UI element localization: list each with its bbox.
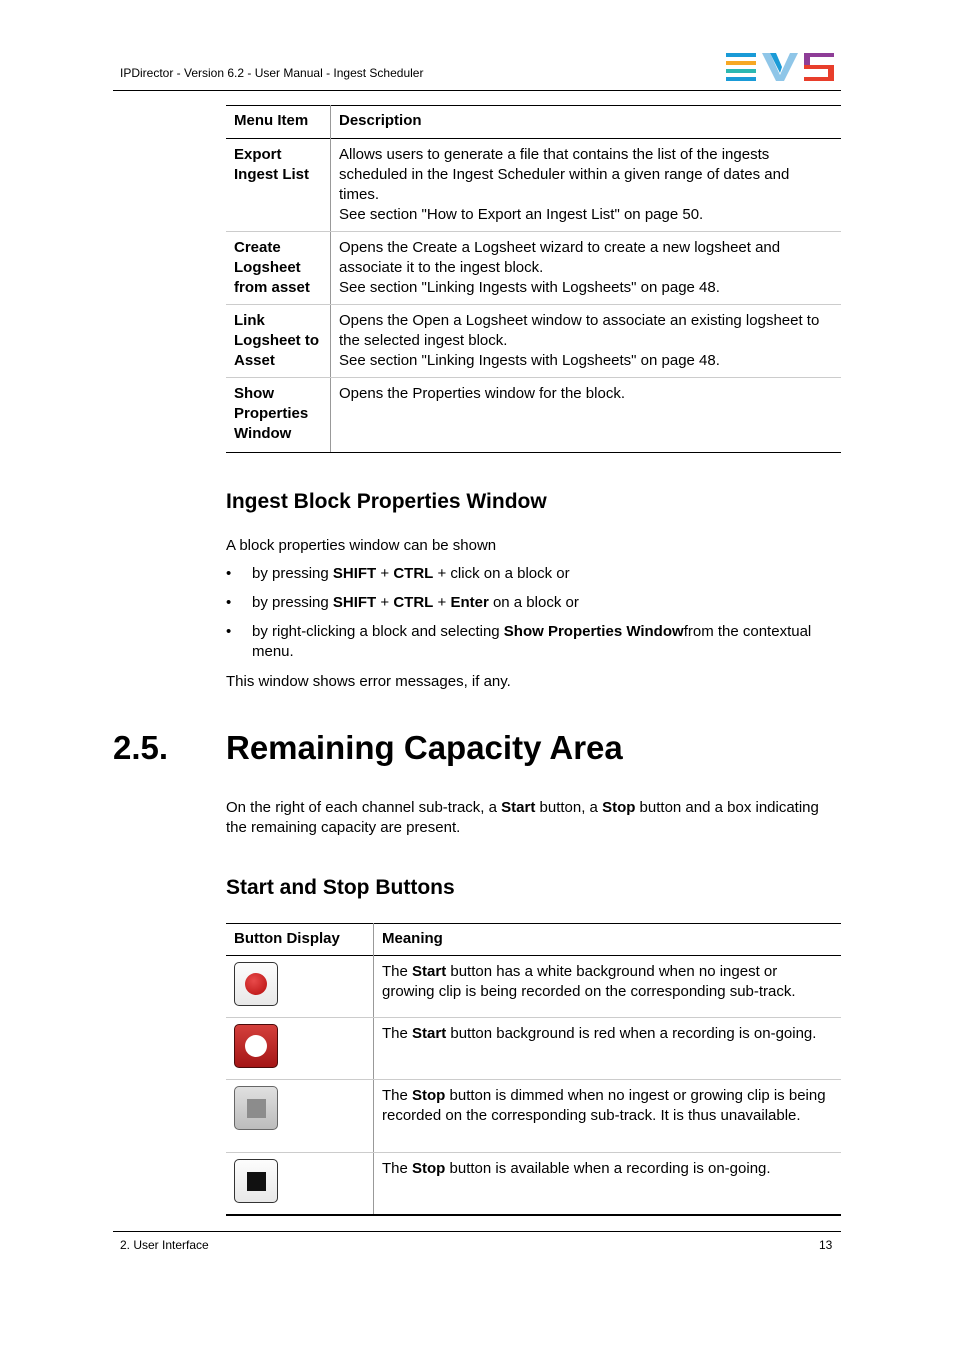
text-run: button is dimmed when no ingest or growing clip is being recorded on the corresponding sub-track. It is thus unavailable. [382, 1087, 826, 1124]
bold-run: Stop [412, 1160, 446, 1177]
section-title: Remaining Capacity Area [226, 729, 623, 766]
bold-run: Enter [450, 594, 489, 611]
bullet-icon: • [226, 594, 232, 611]
text-run: by pressing [252, 565, 333, 582]
text-run: + [433, 594, 451, 611]
footer-rule [113, 1231, 841, 1232]
text-run: The [382, 1025, 413, 1042]
stop-button-dimmed-icon [234, 1086, 278, 1130]
description-line: Allows users to generate a file that contains the list of the ingests scheduled in the Ingest Scheduler within a given range of dates and times. [339, 146, 790, 203]
menu-item-name: Link Logsheet to Asset [226, 305, 331, 378]
text-run: The [382, 1160, 413, 1177]
menu-item-description [331, 378, 842, 453]
table-row [226, 1080, 841, 1153]
bold-run: SHIFT [332, 565, 377, 582]
text-run: by pressing [252, 594, 333, 611]
table-row [226, 378, 841, 453]
meaning-text [374, 1153, 842, 1215]
bullet-icon: • [226, 565, 232, 582]
text-run: + click on a block or [433, 565, 570, 582]
text-run: from the contextual menu. [252, 623, 812, 660]
meaning-text [374, 1080, 842, 1153]
evs-logo [726, 53, 834, 81]
text-run: On the right of each channel sub-track, a [226, 799, 502, 816]
start-button-idle-icon [234, 962, 278, 1006]
intro-paragraph: A block properties window can be shown [226, 537, 497, 554]
header-rule [113, 90, 841, 91]
footer-chapter: 2. User Interface [120, 1238, 209, 1252]
start-button-recording-icon [234, 1024, 278, 1068]
bold-run: Start [412, 963, 447, 980]
column-header-meaning: Meaning [382, 930, 443, 947]
menu-items-table [226, 105, 841, 453]
text-run: button and a box indicating the remaining capacity are present. [226, 799, 819, 836]
cross-reference-link[interactable]: See section "How to Export an Ingest List" on page 50. [339, 206, 704, 223]
bold-run: Show Properties Window [503, 623, 684, 640]
bold-run: CTRL [393, 565, 434, 582]
menu-item-name: Create Logsheet from asset [226, 232, 331, 305]
running-header: IPDirector - Version 6.2 - User Manual - Ingest Scheduler [120, 66, 424, 80]
text-run: on a block or [488, 594, 579, 611]
text-run: + [376, 565, 394, 582]
table-row [226, 232, 841, 305]
bold-run: Start [412, 1025, 447, 1042]
bold-run: CTRL [393, 594, 434, 611]
column-header-button-display: Button Display [226, 924, 374, 956]
outro-paragraph: This window shows error messages, if any. [226, 673, 511, 690]
subsection-heading: Ingest Block Properties Window [226, 490, 547, 513]
bold-run: Stop [602, 799, 636, 816]
description-line: Opens the Open a Logsheet window to associate an existing logsheet to the selected ingest block. [339, 312, 820, 349]
bold-run: SHIFT [332, 594, 377, 611]
menu-item-name: Show Properties Window [226, 378, 331, 453]
meaning-text [374, 1018, 842, 1080]
meaning-text [374, 956, 842, 1018]
table-row [226, 956, 841, 1018]
cross-reference-link[interactable]: See section "Linking Ingests with Logsheets" on page 48. [339, 279, 720, 296]
table-row [226, 305, 841, 378]
description-line: Opens the Properties window for the block. [339, 385, 625, 402]
text-run: button background is red when a recording is on-going. [446, 1025, 817, 1042]
section-number: 2.5. [113, 729, 169, 766]
table-row [226, 1153, 841, 1215]
text-run: The [382, 1087, 413, 1104]
menu-item-description [331, 232, 842, 305]
stop-button-available-icon [234, 1159, 278, 1203]
list-item-text [252, 593, 842, 613]
text-run: + [376, 594, 394, 611]
menu-item-name: Export Ingest List [226, 139, 331, 232]
button-display-table [226, 923, 841, 1216]
bullet-icon: • [226, 623, 232, 640]
text-run: by right-clicking a block and selecting [252, 623, 504, 640]
text-run: button, a [535, 799, 603, 816]
menu-item-description [331, 139, 842, 232]
text-run: The [382, 963, 413, 980]
subsection-heading: Start and Stop Buttons [226, 876, 455, 899]
menu-item-description [331, 305, 842, 378]
bold-run: Stop [412, 1087, 446, 1104]
description-line: Opens the Create a Logsheet wizard to create a new logsheet and associate it to the ingest block. [339, 239, 781, 276]
bold-run: Start [501, 799, 536, 816]
cross-reference-link[interactable]: See section "Linking Ingests with Logsheets" on page 48. [339, 352, 720, 369]
table-row [226, 139, 841, 232]
table-row [226, 1018, 841, 1080]
list-item-text [252, 622, 842, 662]
list-item-text [252, 564, 842, 584]
section-paragraph [226, 798, 841, 838]
column-header-menu-item: Menu Item [226, 106, 331, 139]
column-header-description: Description [339, 112, 422, 129]
text-run: button has a white background when no ingest or growing clip is being recorded on the corresponding sub-track. [382, 963, 796, 1000]
text-run: button is available when a recording is on-going. [445, 1160, 771, 1177]
page-number: 13 [819, 1238, 833, 1252]
